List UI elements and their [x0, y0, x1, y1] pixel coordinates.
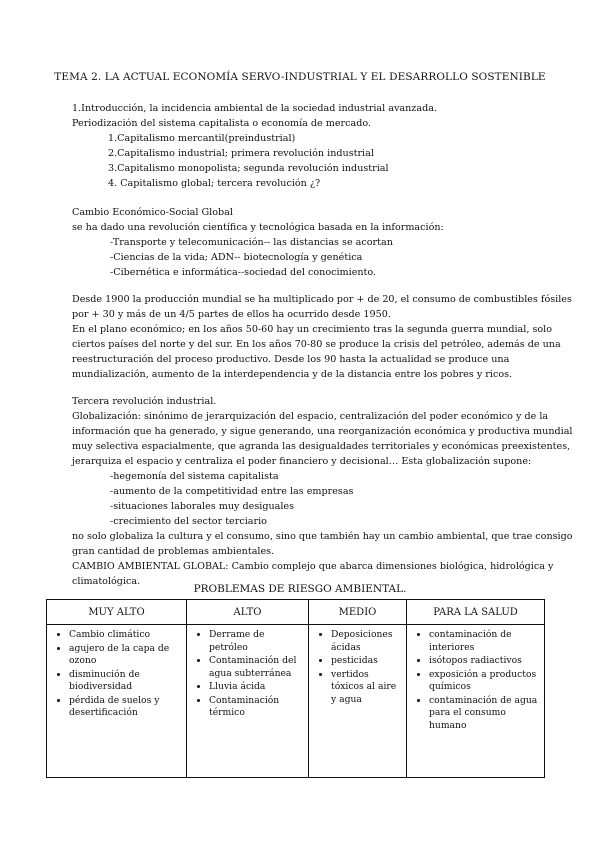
paragraph-production — [72, 292, 572, 382]
intro-section — [72, 101, 542, 191]
header-muy-alto: MUY ALTO — [47, 600, 187, 625]
document-title: TEMA 2. LA ACTUAL ECONOMÍA SERVO-INDUSTRIAL Y EL DESARROLLO SOSTENIBLE — [54, 71, 546, 83]
intro-subheading: Periodización del sistema capitalista o economía de mercado. — [72, 118, 372, 129]
paragraph-line: CAMBIO AMBIENTAL GLOBAL: Cambio complejo que abarca dimensiones biológica, hidrológica y — [72, 561, 554, 572]
list-item: • agujero de la capa de ozono — [69, 643, 184, 668]
cambio-item: -Cibernética e informática--sociedad del conocimiento. — [110, 267, 377, 278]
tercera-item: -crecimiento del sector terciario — [110, 516, 267, 527]
paragraph-line: por + 30 y más de un 4/5 partes de ellos ha ocurrido desde 1950. — [72, 309, 391, 320]
paragraph-line: En el plano económico; en los años 50-60 hay un crecimiento tras la segunda guerra mundial, solo — [72, 324, 552, 335]
tercera-section — [72, 394, 573, 589]
list-item: • Contaminación del agua subterránea — [209, 655, 306, 680]
list-item: • Deposiciones ácidas — [331, 629, 404, 654]
cambio-section — [72, 205, 542, 280]
paragraph-line: muy selectiva espacialmente, que agranda las desigualdades territoriales y económicas preexistentes, — [72, 441, 571, 452]
list-item: • contaminación de agua para el consumo humano — [429, 695, 542, 733]
header-salud: PARA LA SALUD — [407, 600, 545, 625]
period-item: 4. Capitalismo global; tercera revolución ¿? — [108, 178, 321, 189]
cambio-heading: Cambio Económico-Social Global — [72, 207, 233, 218]
tercera-item: -aumento de la competitividad entre las empresas — [110, 486, 354, 497]
list-item: • Contaminación térmico — [209, 695, 306, 720]
period-item: 3.Capitalismo monopolista; segunda revolución industrial — [108, 163, 389, 174]
risk-table — [46, 599, 545, 778]
list-item: • Lluvia ácida — [209, 681, 306, 694]
tercera-heading: Tercera revolución industrial. — [72, 396, 217, 407]
paragraph-line: ciertos países del norte y del sur. En los años 70-80 se produce la crisis del petróleo, además de una — [72, 339, 561, 350]
list-item: • vertidos tóxicos al aire y agua — [331, 669, 404, 707]
paragraph-line: información que ha generado, y sigue generando, una reorganización económica y productiva mundial — [72, 426, 573, 437]
paragraph-line: climatológica. — [72, 576, 141, 587]
list-item: • pesticidas — [331, 655, 404, 668]
period-item: 1.Capitalismo mercantil(preindustrial) — [108, 133, 296, 144]
period-item: 2.Capitalismo industrial; primera revolución industrial — [108, 148, 374, 159]
cell-medio — [309, 625, 407, 778]
cell-alto — [187, 625, 309, 778]
list-item: • isótopos radiactivos — [429, 655, 542, 668]
table-header-row — [47, 600, 545, 625]
tercera-item: -hegemonía del sistema capitalista — [110, 471, 279, 482]
list-item: • disminución de biodiversidad — [69, 669, 184, 694]
cambio-item: -Ciencias de la vida; ADN-- biotecnología y genética — [110, 252, 363, 263]
list-item: • pérdida de suelos y desertificación — [69, 695, 184, 720]
list-item: • Derrame de petróleo — [209, 629, 306, 654]
list-item: • contaminación de interiores — [429, 629, 542, 654]
table-row — [47, 625, 545, 778]
tercera-item: -situaciones laborales muy desiguales — [110, 501, 295, 512]
header-medio: MEDIO — [309, 600, 407, 625]
paragraph-line: jerarquiza el espacio y centraliza el poder financiero y decisional… Esta globalización supone: — [72, 456, 532, 467]
paragraph-line: no solo globaliza la cultura y el consumo, sino que también hay un cambio ambiental, que trae consigo — [72, 531, 573, 542]
header-alto: ALTO — [187, 600, 309, 625]
paragraph-line: Globalización: sinónimo de jerarquización del espacio, centralización del poder económico y de la — [72, 411, 549, 422]
cambio-line: se ha dado una revolución científica y tecnológica basada en la información: — [72, 222, 444, 233]
paragraph-line: mundialización, aumento de la interdependencia y de la distancia entre los pobres y ricos. — [72, 369, 513, 380]
table-caption: PROBLEMAS DE RIESGO AMBIENTAL. — [193, 583, 407, 595]
intro-heading: 1.Introducción, la incidencia ambiental de la sociedad industrial avanzada. — [72, 103, 437, 114]
list-item: • Cambio climático — [69, 629, 184, 642]
cell-salud — [407, 625, 545, 778]
list-item: • exposición a productos químicos — [429, 669, 542, 694]
paragraph-line: gran cantidad de problemas ambientales. — [72, 546, 275, 557]
cambio-item: -Transporte y telecomunicación-- las distancias se acortan — [110, 237, 393, 248]
paragraph-line: Desde 1900 la producción mundial se ha multiplicado por + de 20, el consumo de combustibles fósiles — [72, 294, 572, 305]
cell-muy-alto — [47, 625, 187, 778]
paragraph-line: reestructuración del proceso productivo. Desde los 90 hasta la actualidad se produce una — [72, 354, 510, 365]
